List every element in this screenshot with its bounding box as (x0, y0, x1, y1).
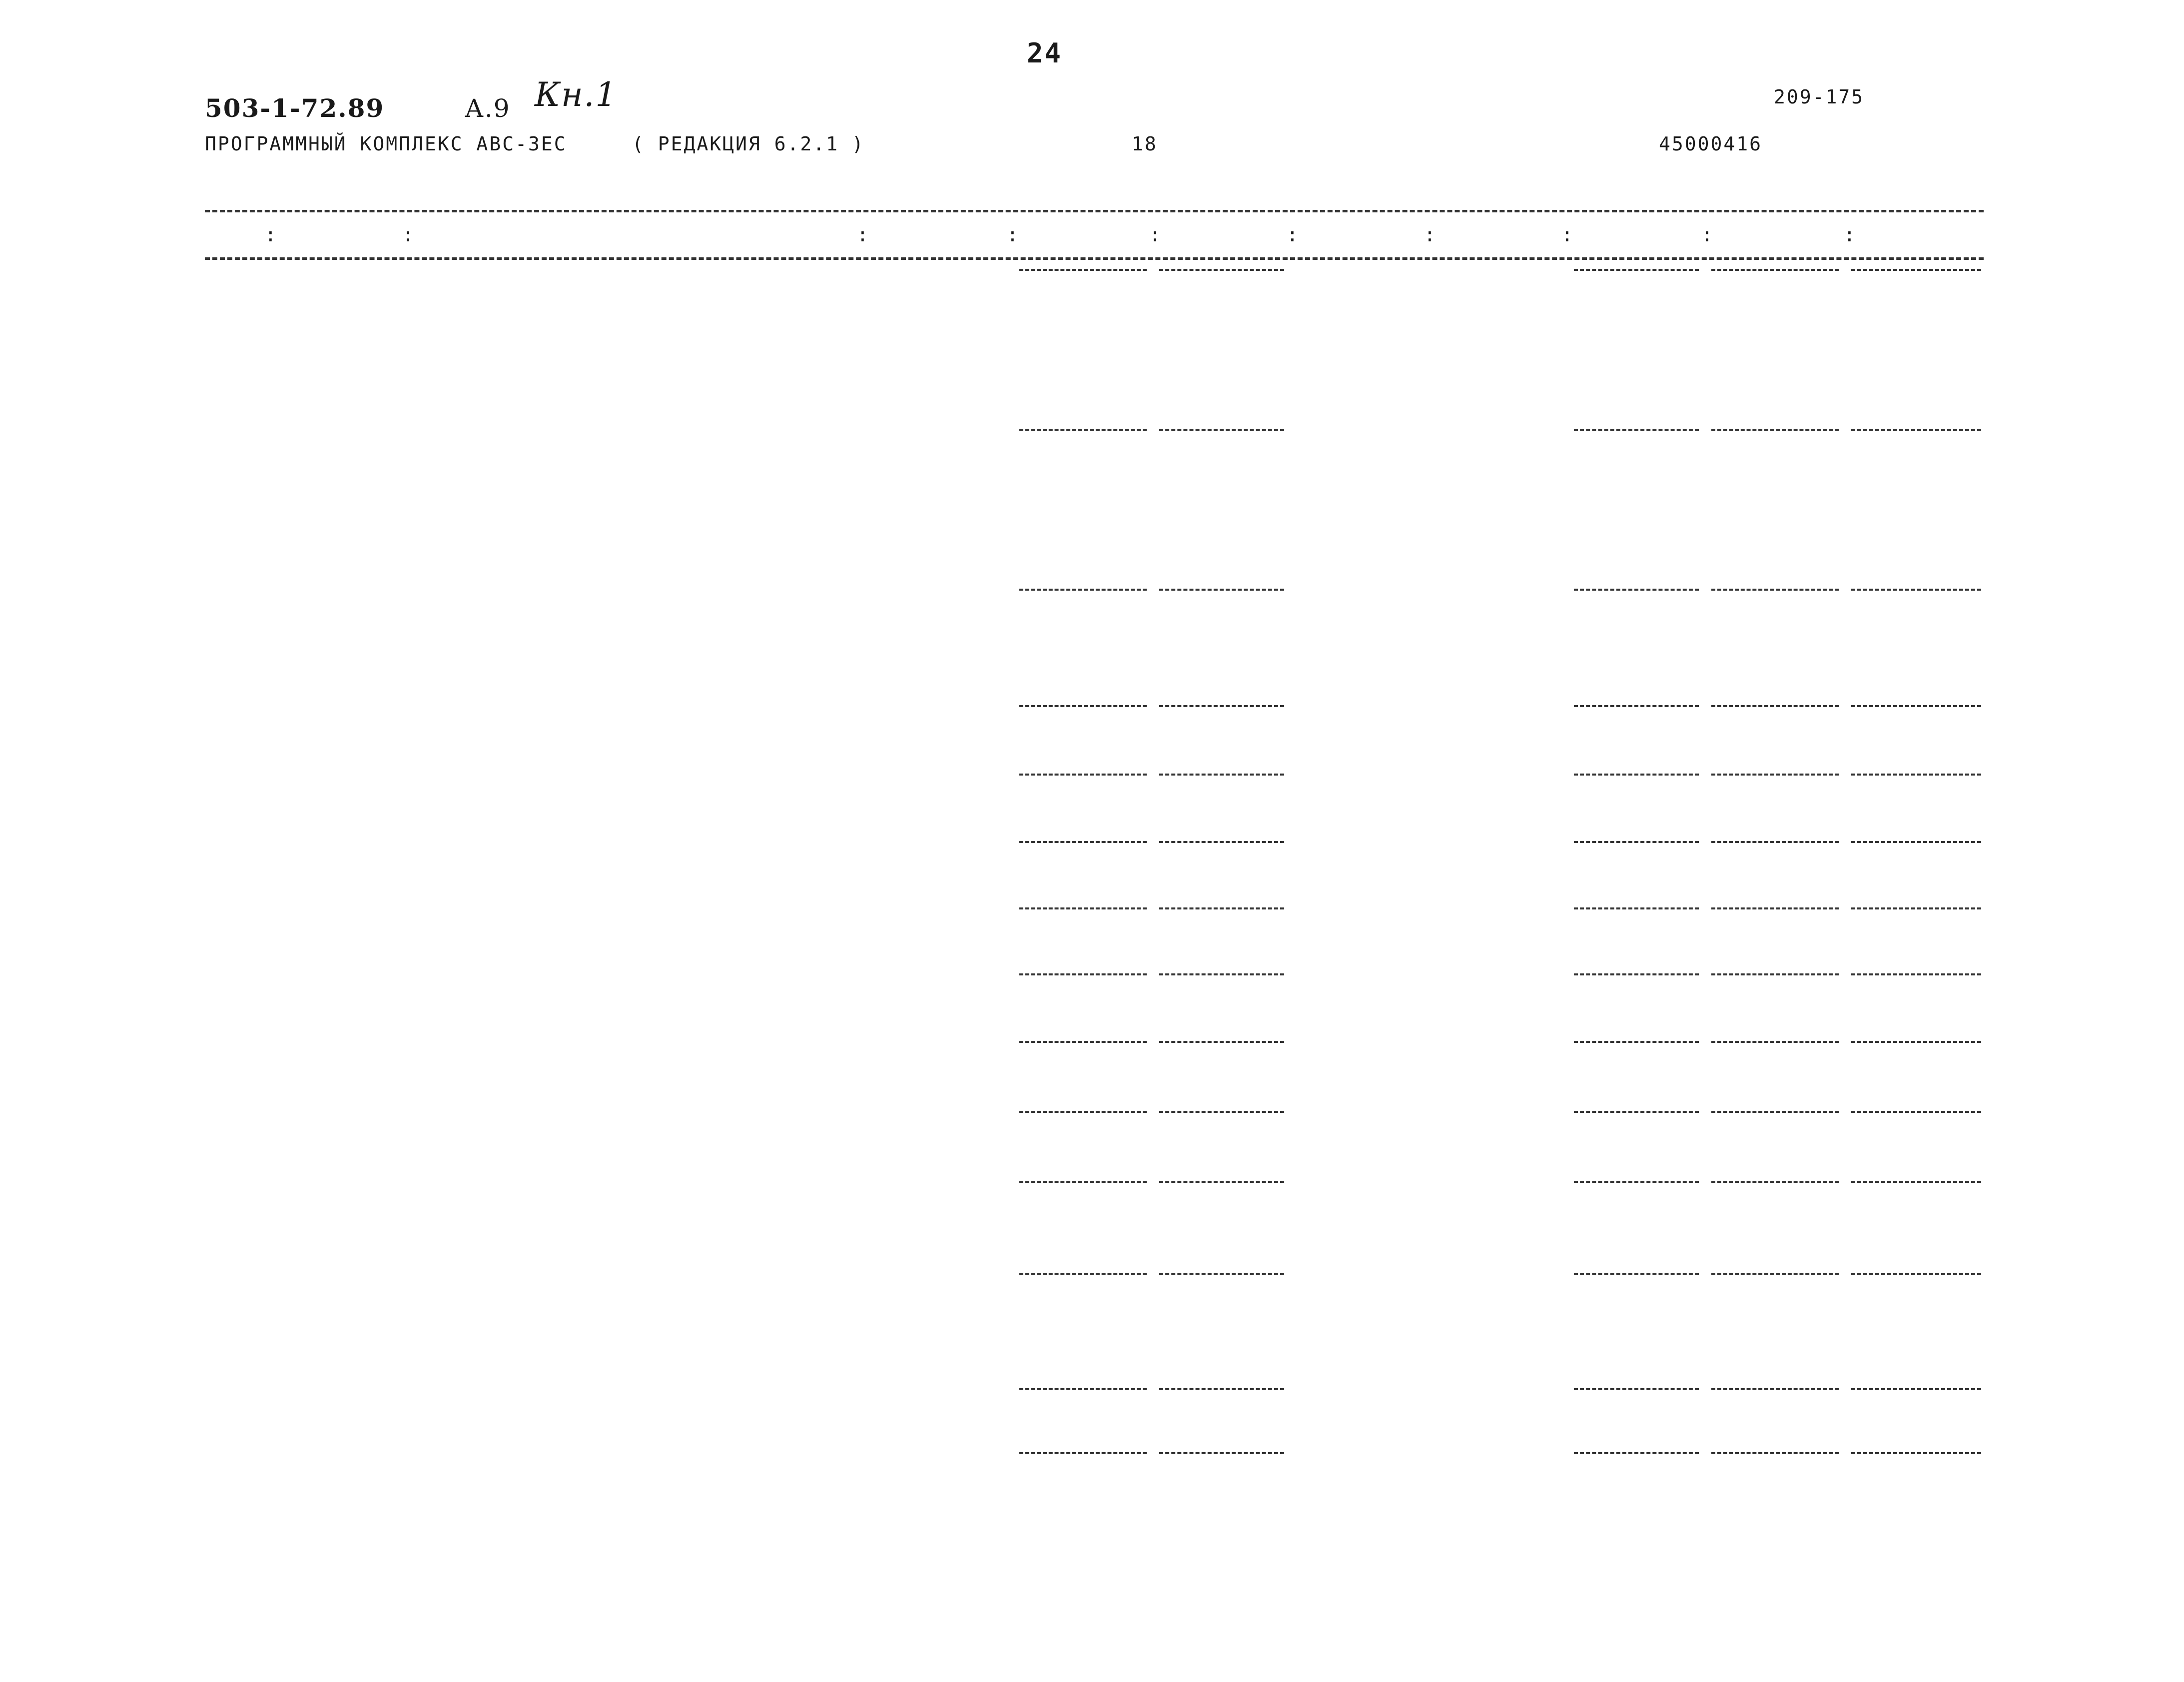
column-separator: : (1844, 224, 1857, 246)
value-divider (1159, 973, 1284, 975)
value-divider (1574, 774, 1699, 776)
value-divider (1851, 589, 1981, 591)
value-divider (1019, 1041, 1147, 1043)
value-divider (1019, 269, 1147, 271)
value-divider (1851, 705, 1981, 707)
album-label: А.9 (465, 94, 511, 123)
value-divider (1851, 841, 1981, 843)
page-number: 24 (1027, 37, 1063, 69)
value-divider (1159, 705, 1284, 707)
value-divider (1574, 1041, 1699, 1043)
value-divider (1159, 841, 1284, 843)
value-divider (1019, 1181, 1147, 1183)
value-divider (1574, 1111, 1699, 1113)
value-divider (1851, 1452, 1981, 1454)
value-divider (1711, 589, 1839, 591)
value-divider (1851, 973, 1981, 975)
value-divider (1019, 589, 1147, 591)
value-divider (1159, 1388, 1284, 1390)
table-header-rule (205, 257, 1984, 260)
value-divider (1711, 705, 1839, 707)
doc-number: 45000416 (1659, 133, 1763, 155)
value-divider (1159, 907, 1284, 909)
value-divider (1159, 1452, 1284, 1454)
sheet-number: 18 (1132, 133, 1158, 155)
doc-id: 209-175 (1774, 86, 1865, 108)
value-divider (1711, 1273, 1839, 1275)
value-divider (1711, 774, 1839, 776)
column-separator: : (1561, 224, 1574, 246)
value-divider (1851, 1181, 1981, 1183)
value-divider (1159, 1041, 1284, 1043)
value-divider (1574, 269, 1699, 271)
value-divider (1851, 774, 1981, 776)
value-divider (1851, 1273, 1981, 1275)
value-divider (1711, 1041, 1839, 1043)
value-divider (1711, 841, 1839, 843)
value-divider (1159, 774, 1284, 776)
value-divider (1711, 269, 1839, 271)
value-divider (1019, 1273, 1147, 1275)
value-divider (1851, 907, 1981, 909)
value-divider (1574, 907, 1699, 909)
column-separator: : (1007, 224, 1020, 246)
value-divider (1711, 1452, 1839, 1454)
value-divider (1711, 429, 1839, 431)
value-divider (1851, 1041, 1981, 1043)
value-divider (1711, 1388, 1839, 1390)
value-divider (1574, 589, 1699, 591)
value-divider (1574, 1452, 1699, 1454)
value-divider (1159, 1181, 1284, 1183)
value-divider (1574, 1181, 1699, 1183)
value-divider (1574, 973, 1699, 975)
value-divider (1851, 1388, 1981, 1390)
value-divider (1711, 1181, 1839, 1183)
value-divider (1019, 774, 1147, 776)
value-divider (1574, 429, 1699, 431)
column-separator: : (265, 224, 278, 246)
value-divider (1019, 1388, 1147, 1390)
value-divider (1019, 705, 1147, 707)
value-divider (1019, 973, 1147, 975)
value-divider (1019, 1111, 1147, 1113)
document-code: 503-1-72.89 (205, 93, 385, 123)
value-divider (1711, 907, 1839, 909)
value-divider (1159, 429, 1284, 431)
table-top-rule (205, 210, 1984, 212)
value-divider (1019, 907, 1147, 909)
column-separator: : (1701, 224, 1714, 246)
value-divider (1019, 841, 1147, 843)
column-separator: : (1424, 224, 1437, 246)
value-divider (1574, 1388, 1699, 1390)
book-label: Кн.1 (535, 75, 618, 114)
value-divider (1159, 269, 1284, 271)
software-name: ПРОГРАММНЫЙ КОМПЛЕКС АВС-3ЕС (205, 133, 567, 155)
value-divider (1851, 269, 1981, 271)
value-divider (1851, 1111, 1981, 1113)
value-divider (1159, 589, 1284, 591)
value-divider (1159, 1111, 1284, 1113)
column-separator: : (1149, 224, 1162, 246)
value-divider (1574, 841, 1699, 843)
value-divider (1019, 429, 1147, 431)
value-divider (1574, 1273, 1699, 1275)
value-divider (1851, 429, 1981, 431)
value-divider (1019, 1452, 1147, 1454)
value-divider (1574, 705, 1699, 707)
column-separator: : (1287, 224, 1300, 246)
column-separator: : (857, 224, 870, 246)
column-separator: : (402, 224, 415, 246)
value-divider (1159, 1273, 1284, 1275)
edition-label: ( РЕДАКЦИЯ 6.2.1 ) (632, 133, 865, 155)
value-divider (1711, 1111, 1839, 1113)
value-divider (1711, 973, 1839, 975)
